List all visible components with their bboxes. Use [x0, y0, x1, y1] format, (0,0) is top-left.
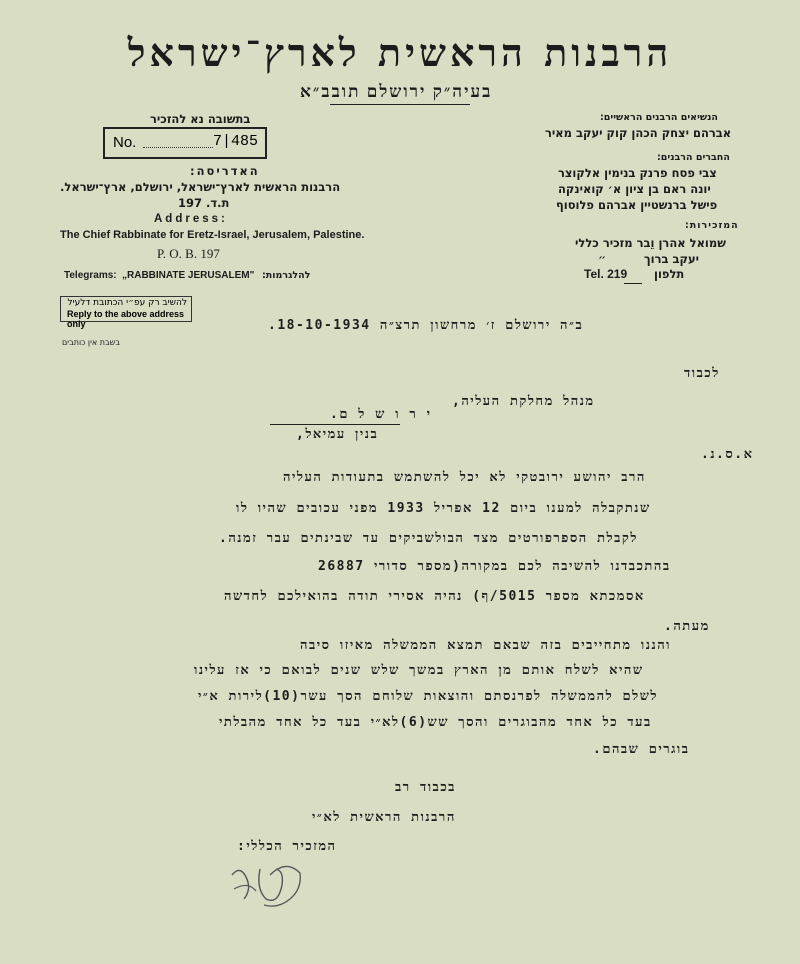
reference-dots: [143, 147, 213, 148]
telegrams-label: Telegrams:: [64, 270, 117, 281]
address-label-he: האדריסה:: [190, 164, 260, 178]
salutation: לכבוד: [684, 366, 720, 381]
reference-prompt: בתשובה נא להזכיר: [150, 112, 251, 126]
greeting: א.ס.נ.: [701, 447, 754, 462]
presidents-label: הנשיאים הרבנים הראשיים:: [600, 112, 718, 123]
letterhead-subtitle: בעיה״ק ירושלם תובב״א: [300, 82, 493, 101]
recipient-underline: [270, 424, 400, 425]
reference-label: No.: [113, 134, 137, 151]
body-line: בעד כל אחד מהבוגרים והסך שש(6)לא״י בעד כל אחד מהבלתי: [219, 715, 652, 730]
handwritten-signature: [226, 855, 306, 915]
phone-en: Tel. 219: [584, 267, 628, 281]
reply-address-box: [60, 296, 192, 329]
secretary-2-mark: ״: [598, 252, 607, 266]
members-row2: יונה ראם בן ציון א׳ קואינקה: [558, 182, 711, 196]
body-line: בהתכבדנו להשיבה לכם במקורה(מספר סדורי 26887: [318, 559, 671, 574]
telegrams-value: „RABBINATE JERUSALEM": [122, 270, 255, 281]
body-line: לשלם להממשלה לפרנסתם והוצאות שלוחם הסך עשר(10)לירות א״י: [198, 689, 659, 704]
signatory-org: הרבנות הראשית לא״י: [312, 810, 456, 825]
body-line: מעתה.: [664, 619, 710, 634]
reply-box-he: להשיב רק עפ״י הכתובת דלעיל: [67, 298, 187, 308]
members-row1: צבי פסח פרנק בנימין אלקוצר: [558, 166, 717, 180]
members-row3: פישל ברנשטיין אברהם פלוסוף: [556, 198, 718, 212]
secretary-2: יעקב ברוך: [644, 252, 700, 266]
holiday-note: בשבת אין כותבים: [62, 338, 120, 347]
address-en: The Chief Rabbinate for Eretz-Israel, Jerusalem, Palestine.: [60, 229, 365, 241]
recipient-line-3: בנין עמיאל,: [296, 427, 379, 442]
members-label: החברים הרבנים:: [657, 152, 730, 163]
body-line: שנתקבלה למענו ביום 12 אפריל 1933 מפני עכובים שהיו לו: [236, 501, 651, 516]
body-line: שהיא לשלח אותם מן הארץ במשך שלש שנים לבואם כי אז עלינו: [194, 663, 644, 678]
reference-number: 7|485: [213, 133, 259, 150]
address-he: הרבנות הראשית לארץ־ישראל, ירושלם, ארץ־ישראל.: [60, 180, 341, 194]
address-label-en: Address:: [154, 213, 228, 225]
phone-he: תלפון: [654, 267, 685, 281]
letterhead-title: הרבנות הראשית לארץ־ישראל: [127, 30, 673, 75]
recipient-line-2: י ר ו ש ל ם.: [330, 407, 432, 422]
po-box-he: ת.ד. 197: [178, 196, 230, 210]
signatory-title: המזכיר הכללי:: [237, 839, 337, 854]
recipient-line-1: מנהל מחלקת העליה,: [452, 394, 595, 409]
presidents: אברהם יצחק הכהן קוק יעקב מאיר: [545, 126, 732, 140]
subtitle-underline: [330, 104, 470, 105]
phone-underline: [624, 283, 642, 284]
body-line: אסמכתא מספר 5015/ף) נהיה אסירי תודה בהואילכם לחדשה: [224, 589, 645, 604]
body-line: בוגרים שבהם.: [593, 742, 690, 757]
body-line: והננו מתחייבים בזה שבאם תמצא הממשלה מאיזו סיבה: [300, 638, 672, 653]
closing: בכבוד רב: [395, 780, 456, 795]
reply-box-en: Reply to the above address only: [67, 309, 185, 329]
body-line: לקבלת הספרפורטים מצד הבולשביקים עד שבינתים עבר זמנה.: [219, 531, 638, 546]
secretaries-label: המזכירות:: [685, 220, 739, 231]
po-box-en: P. O. B. 197: [157, 246, 220, 261]
date-line: ב״ה ירושלם ז׳ מרחשון תרצ״ה 18-10-1934.: [268, 318, 584, 333]
reference-number-box: [103, 127, 267, 159]
body-line: הרב יהושע ירובטקי לא יכל להשתמש בתעודות העליה: [283, 470, 646, 485]
secretary-1: שמואל אהרן וֵבר מזכיר כללי: [575, 236, 726, 250]
telegrams-label-he: להלגרמות:: [262, 270, 311, 281]
